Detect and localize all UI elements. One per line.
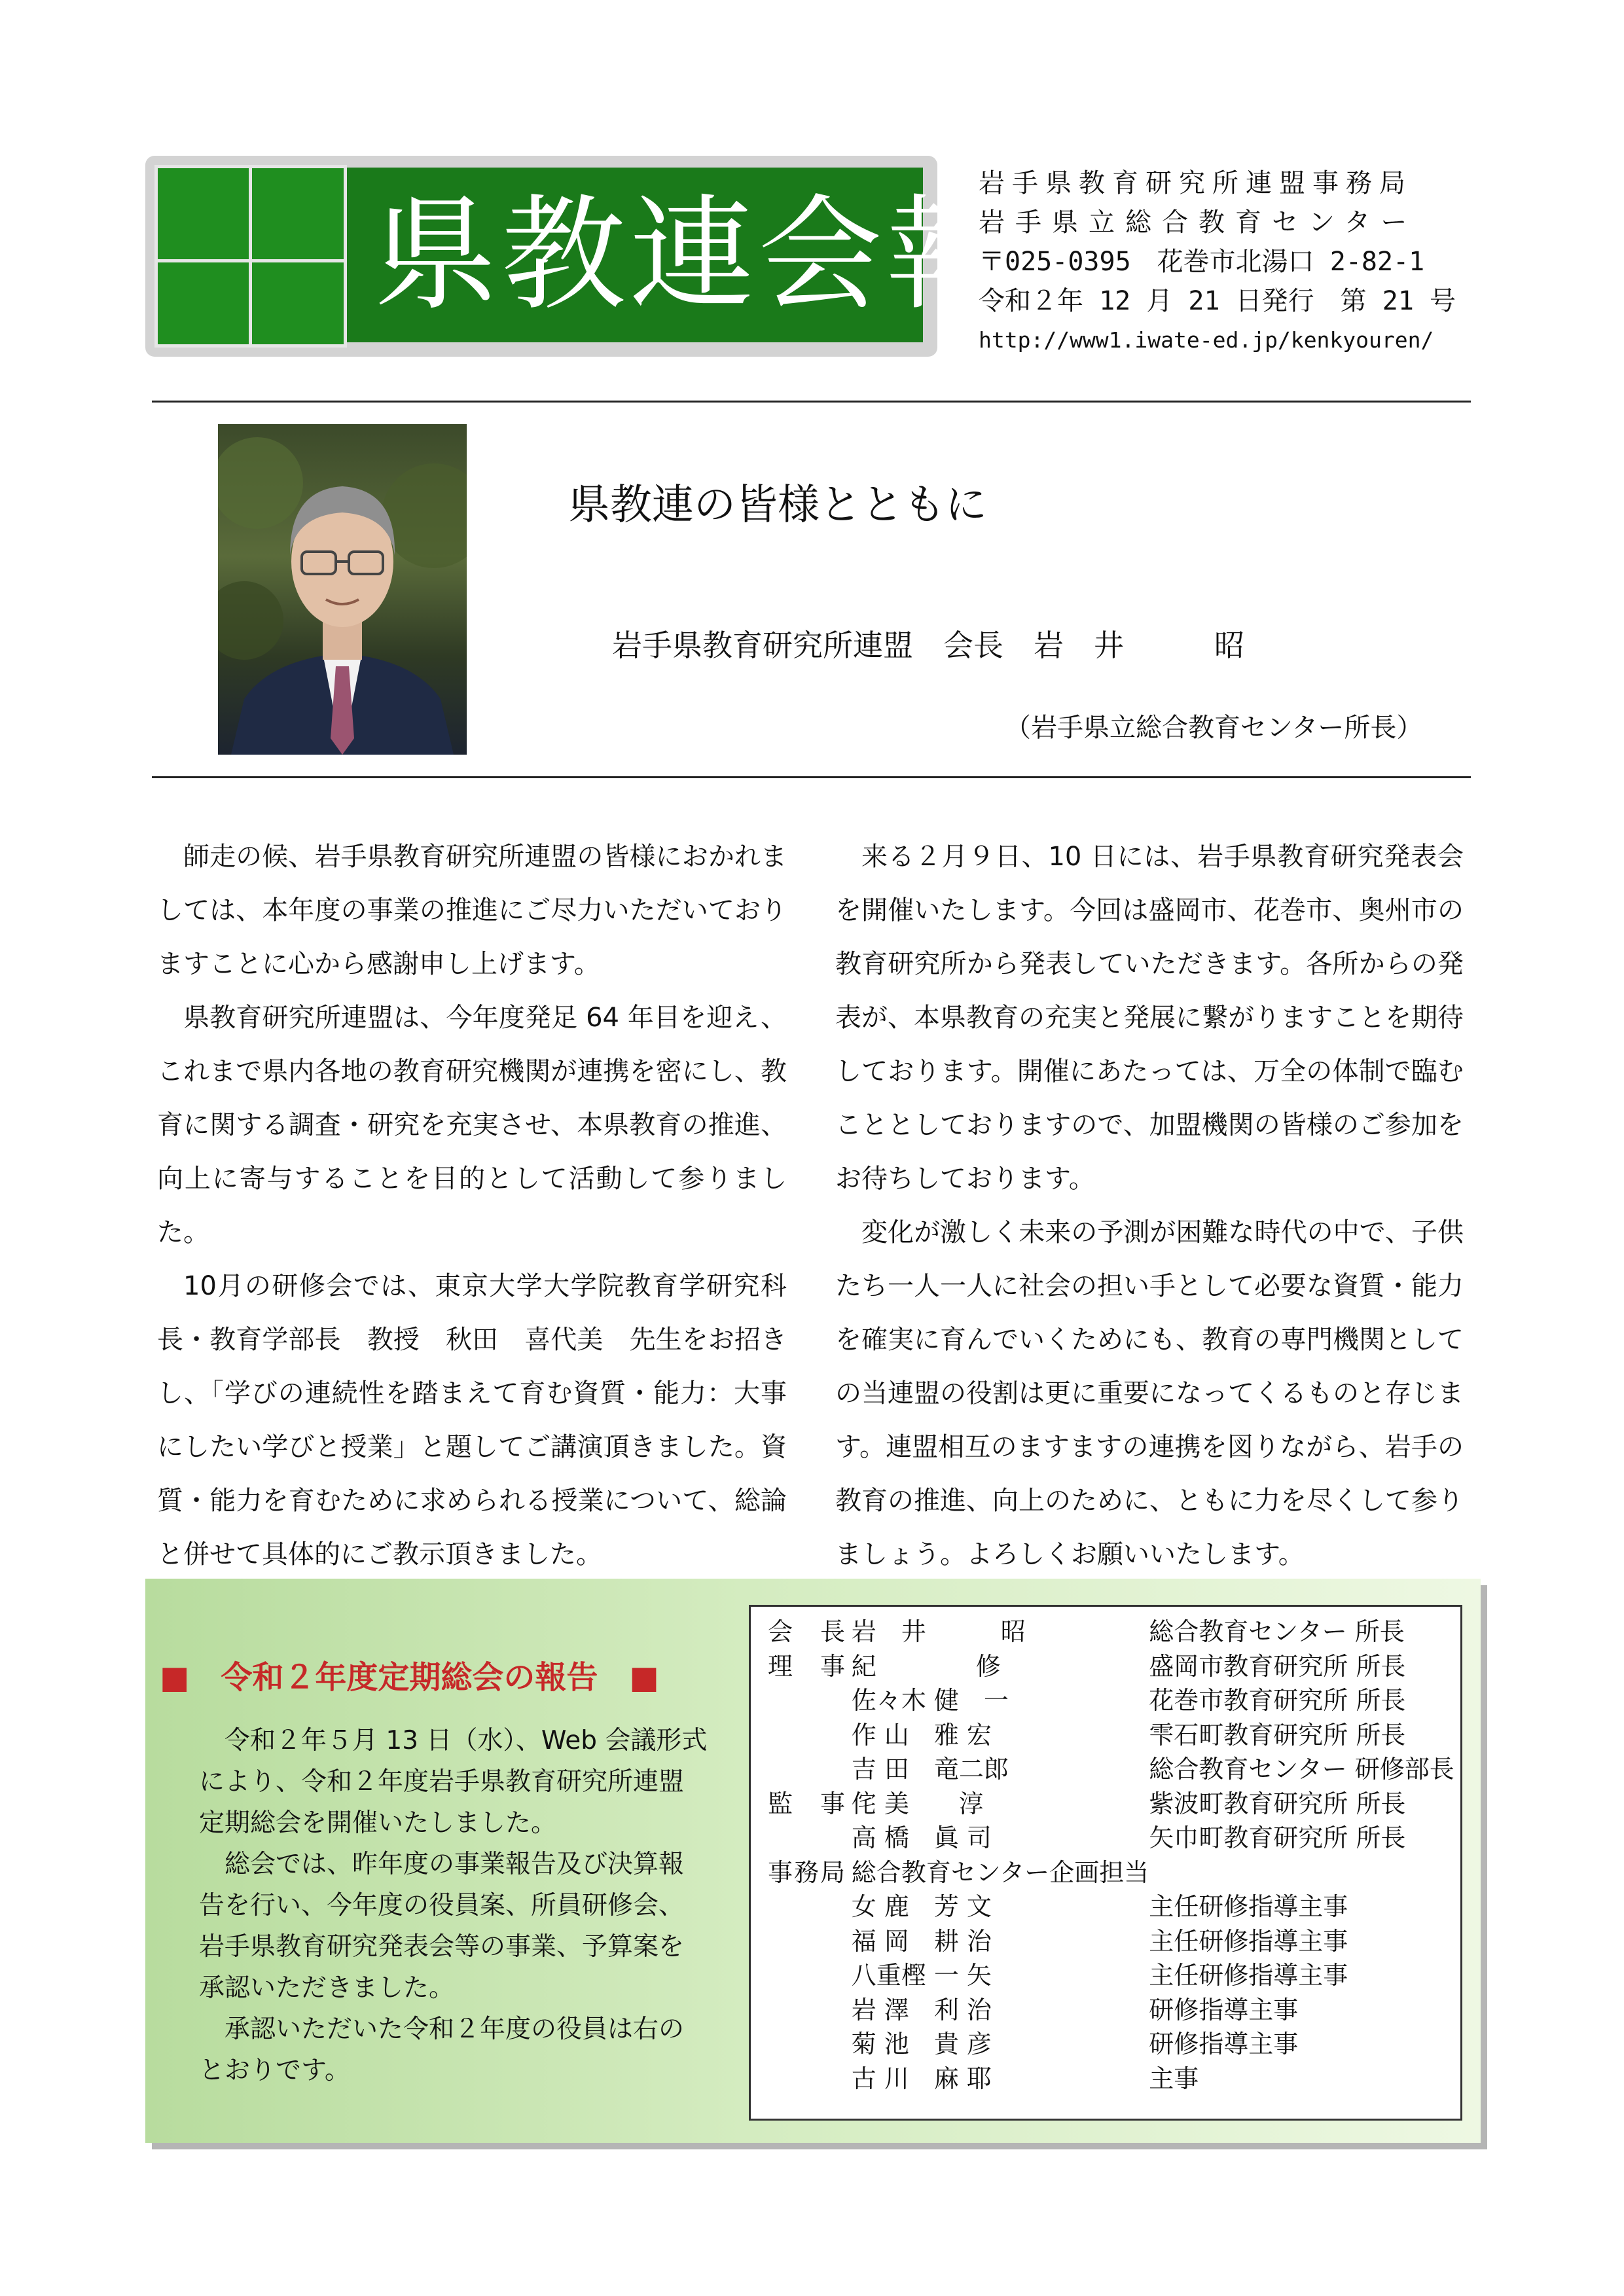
officer-row [768,1821,1460,1856]
officer-position: 花巻市教育研究所 所長 [1149,1686,1406,1715]
officer-row [768,1649,1460,1684]
officer-position: 総合教育センター 研修部長 [1149,1755,1454,1784]
officer-row [768,1683,1460,1718]
officer-role: 監 事 [768,1789,847,1818]
officer-position: 紫波町教育研究所 所長 [1149,1789,1406,1818]
postal-address: 〒025-0395 花巻市北湯口 2-82-1 [979,247,1425,277]
author-affiliation: （岩手県立総合教育センター所長） [1005,713,1423,743]
general-meeting-report [145,1579,1481,2143]
officer-name: 岩 井 昭 [851,1617,1026,1646]
report-line: 承認いただきました。 [199,1973,455,2003]
report-line: 告を行い、今年度の役員案、所員研修会、 [199,1891,685,1920]
officer-position [1149,1856,1460,1890]
officer-row [768,1856,1460,1890]
officer-row [768,1924,1460,1959]
greeting-paragraph: 変化が激しく未来の予測が困難な時代の中で、子供たち一人一人に社会の担い手として必要な資質・能力を確実に育んでいくためにも、教育の専門機関としての当連盟の役割は更に重要になってくるものと存じます。連盟相互のますますの連携を図りながら、岩手の教育の推進、向上のために、ともに力を尽くして参りましょう。よろしくお願いいたします。 [835,1217,1464,1570]
officer-position: 主任研修指導主事 [1149,1892,1348,1921]
officer-name: 侘 美 淳 [851,1789,984,1818]
publisher-name: 岩手県教育研究所連盟事務局 [979,168,1413,198]
officer-role [768,1752,852,1787]
logo-panel [157,168,1015,342]
masthead-logo [145,156,1015,357]
greeting-headline: 県教連の皆様とともに [568,481,987,529]
greeting-paragraph: 県教育研究所連盟は、今年度発足 64 年目を迎え、これまで県内各地の教育研究機関が連携を密にし、教育に関する調査・研究を充実させ、本県教育の推進、向上に寄与することを目的として活動して参りました。 [157,1003,787,1247]
officer-role [768,1958,852,1993]
greeting-paragraph: 10月の研修会では、東京大学大学院教育学研究科長・教育学部長 教授 秋田 喜代美 先生をお招きし、「学びの連続性を踏まえて育む資質・能力：大事にしたい学びと授業」と題してご講演頂きました。資質・能力を育むために求められる授業について、総論と併せて具体的にご教示頂きました。 [157,1271,787,1570]
officer-position: 盛岡市教育研究所 所長 [1149,1651,1406,1681]
officer-role [768,1718,852,1753]
officer-position: 主事 [1149,2064,1199,2093]
officer-role [768,2027,852,2062]
officer-name: 古 川 麻 耶 [851,2064,992,2093]
report-line: 岩手県教育研究発表会等の事業、予算案を [199,1932,685,1962]
officer-name: 佐々木 健 一 [851,1686,1009,1715]
officer-role [768,1890,852,1924]
header-divider [152,776,1471,778]
logo-square-br [249,259,347,348]
officer-position: 研修指導主事 [1149,2030,1299,2058]
officer-position: 主任研修指導主事 [1149,1961,1348,1990]
officers-list-box [749,1605,1462,2121]
officer-position: 総合教育センター 所長 [1149,1617,1405,1646]
officer-name: 吉 田 竜二郎 [851,1755,1009,1784]
officer-row [768,1752,1460,1787]
top-divider [152,401,1471,403]
report-line: により、令和２年度岩手県教育研究所連盟 [199,1767,685,1797]
officer-role: 理 事 [768,1651,847,1681]
chairman-portrait [218,424,467,755]
officer-row [768,1890,1460,1924]
officer-role [768,1821,852,1856]
report-title: ■ 令和２年度定期総会の報告 ■ [160,1659,659,1696]
greeting-left-column [157,830,787,1581]
officer-row [768,1615,1460,1649]
officer-name: 紀 修 [851,1651,1001,1681]
greeting-paragraph: 来る２月９日、10 日には、岩手県教育研究発表会を開催いたします。今回は盛岡市、花巻市、奥州市の教育研究所から発表していただきます。各所からの発表が、本県教育の充実と発展に繋がりますことを期待しております。開催にあたっては、万全の体制で臨むこととしておりますので、加盟機関の皆様のご参加をお待ちしております。 [835,842,1464,1194]
portrait-illustration [218,424,467,755]
officer-name: 菊 池 貴 彦 [851,2030,992,2058]
officer-name: 作 山 雅 宏 [851,1720,992,1749]
officer-row [768,1993,1460,2028]
newsletter-title: 県教連会報 [373,183,1015,327]
officer-row [768,2027,1460,2062]
center-name: 岩手県立総合教育センター [979,207,1418,238]
logo-square-tr [249,165,347,263]
officer-role [768,1683,852,1718]
officers-table [768,1615,1460,2096]
officer-position: 研修指導主事 [1149,1995,1299,2024]
report-line: とおりです。 [199,2056,350,2085]
officer-role [768,2062,852,2096]
officer-row [768,1787,1460,1821]
greeting-paragraph: 師走の候、岩手県教育研究所連盟の皆様におかれましては、本年度の事業の推進にご尽力いただいておりますことに心から感謝申し上げます。 [157,842,787,979]
officer-role [768,1993,852,2028]
officer-position: 矢巾町教育研究所 所長 [1149,1823,1406,1852]
greeting-right-column [835,830,1464,1581]
officer-role [768,1924,852,1959]
report-line: 承認いただいた令和２年度の役員は右の [199,2015,685,2044]
report-line: 令和２年５月 13 日（水）、Web 会議形式 [199,1726,708,1755]
officer-position: 主任研修指導主事 [1149,1926,1348,1956]
officer-role: 事務局 [768,1857,847,1887]
officer-row [768,2062,1460,2096]
website-url[interactable]: http://www1.iwate-ed.jp/kenkyouren/ [979,327,1434,353]
officer-name: 女 鹿 芳 文 [851,1892,992,1921]
logo-square-bl [154,259,253,348]
logo-square-tl [154,165,253,263]
report-line: 定期総会を開催いたしました。 [199,1808,557,1838]
officer-name: 高 橋 眞 司 [851,1823,992,1852]
officer-name: 八重樫 一 矢 [851,1961,992,1990]
author-line: 岩手県教育研究所連盟 会長 岩 井 昭 [612,628,1244,663]
officer-row [768,1958,1460,1993]
officer-name: 岩 澤 利 治 [851,1995,992,2024]
issue-info: 令和２年 12 月 21 日発行 第 21 号 [979,286,1456,316]
officer-row [768,1718,1460,1753]
report-line: 総会では、昨年度の事業報告及び決算報 [199,1850,685,1879]
officer-name: 福 岡 耕 治 [851,1926,992,1956]
officer-role: 会 長 [768,1617,847,1646]
officer-position: 雫石町教育研究所 所長 [1149,1720,1406,1749]
officer-name: 総合教育センター企画担当 [851,1857,1149,1887]
